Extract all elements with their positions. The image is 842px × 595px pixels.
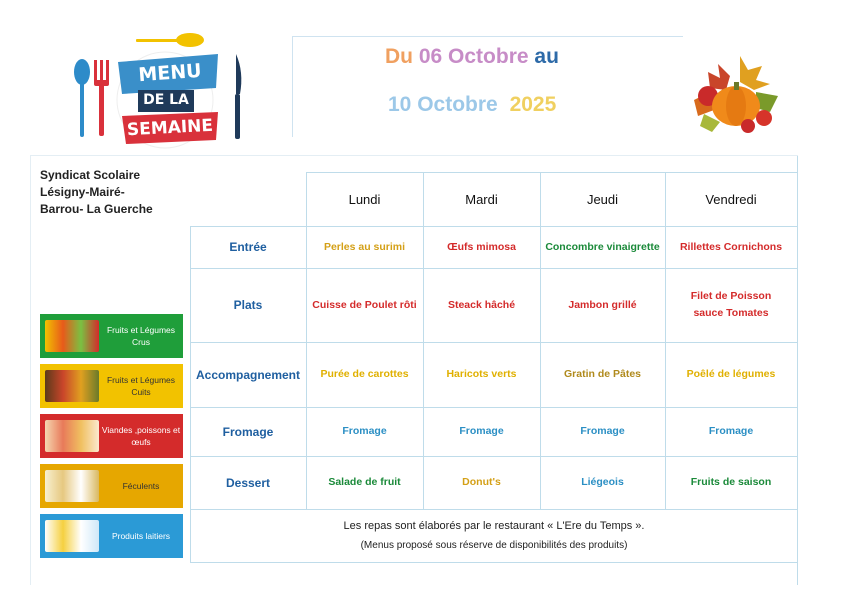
menu-item: Poêlé de légumes <box>686 368 776 380</box>
logo-word-de-la: DE LA <box>143 92 189 108</box>
title-date-end: 10 Octobre <box>388 93 498 116</box>
starches-icon <box>45 470 99 502</box>
page-border-line <box>30 155 31 585</box>
row-label-accompagnement: Accompagnement <box>195 367 301 382</box>
menu-item: Fromage <box>580 425 625 437</box>
menu-item: Fromage <box>708 425 754 437</box>
day-header-mardi: Mardi <box>465 191 498 207</box>
title-line-2 <box>388 93 556 117</box>
row-label-dessert: Dessert <box>225 475 271 490</box>
menu-item: Fruits de saison <box>690 476 772 488</box>
legend-item-dairy <box>40 514 183 558</box>
organization-name <box>40 167 153 218</box>
title-line-1 <box>385 45 559 69</box>
row-label-plats: Plats <box>233 298 263 312</box>
restaurant-note: Les repas sont élaborés par le restaurant « L'Ere du Temps ». <box>343 520 645 532</box>
legend-label: Produits laitiers <box>111 531 171 541</box>
legend-label: Fruits et Légumes Crus <box>106 325 176 347</box>
menu-item: Fromage <box>342 425 387 437</box>
menu-item: Filet de Poisson sauce Tomates <box>690 290 772 319</box>
menu-item: Salade de fruit <box>328 476 401 488</box>
day-header-jeudi: Jeudi <box>586 191 619 207</box>
legend-item-meat-fish-eggs <box>40 414 183 458</box>
menu-item: Gratin de Pâtes <box>563 368 642 380</box>
cooked-vegetables-icon <box>45 370 99 402</box>
dairy-icon <box>45 520 99 552</box>
menu-item: Cuisse de Poulet rôti <box>312 298 417 311</box>
grid-line <box>190 562 798 563</box>
day-header-vendredi: Vendredi <box>705 191 757 207</box>
legend-label: Féculents <box>122 481 160 491</box>
org-line-1: Syndicat Scolaire <box>40 168 141 182</box>
availability-disclaimer: (Menus proposé sous réserve de disponibilités des produits) <box>360 540 628 551</box>
legend-item-raw-vegetables <box>40 314 183 358</box>
meat-fish-eggs-icon <box>45 420 99 452</box>
legend-item-starches <box>40 464 183 508</box>
title-au: au <box>534 45 559 68</box>
title-date-start: 06 Octobre <box>418 45 529 68</box>
org-line-3: Barrou- La Guerche <box>40 202 153 216</box>
page-border-line <box>30 155 798 156</box>
org-line-2: Lésigny-Mairé- <box>40 185 125 199</box>
menu-item: Purée de carottes <box>320 368 409 380</box>
menu-item: Œufs mimosa <box>447 240 516 253</box>
menu-item: Fromage <box>459 425 504 437</box>
vegetables-icon <box>45 320 99 352</box>
logo-word-semaine: SEMAINE <box>126 115 214 141</box>
menu-item: Perles au surimi <box>323 240 406 253</box>
menu-item: Donut's <box>462 476 501 488</box>
menu-item: Haricots verts <box>446 368 517 380</box>
title-year: 2025 <box>509 93 557 116</box>
menu-item: Rillettes Cornichons <box>679 240 783 253</box>
legend-label: Viandes ,poissons et œufs <box>101 425 181 447</box>
menu-item: Jambon grillé <box>568 298 637 311</box>
title-du: Du <box>385 45 413 68</box>
logo-word-menu: MENU <box>137 59 203 87</box>
row-label-fromage: Fromage <box>222 424 274 439</box>
day-header-lundi: Lundi <box>348 191 381 207</box>
grid-line <box>190 509 798 510</box>
legend-item-cooked-vegetables <box>40 364 183 408</box>
legend-label: Fruits et Légumes Cuits <box>106 375 176 397</box>
menu-item: Steack hâché <box>447 298 516 311</box>
autumn-pumpkin-icon <box>690 52 782 138</box>
menu-de-la-semaine-logo <box>70 32 250 152</box>
row-label-entree: Entrée <box>229 240 267 254</box>
menu-item: Liégeois <box>581 476 624 488</box>
menu-item: Concombre vinaigrette <box>545 240 660 253</box>
